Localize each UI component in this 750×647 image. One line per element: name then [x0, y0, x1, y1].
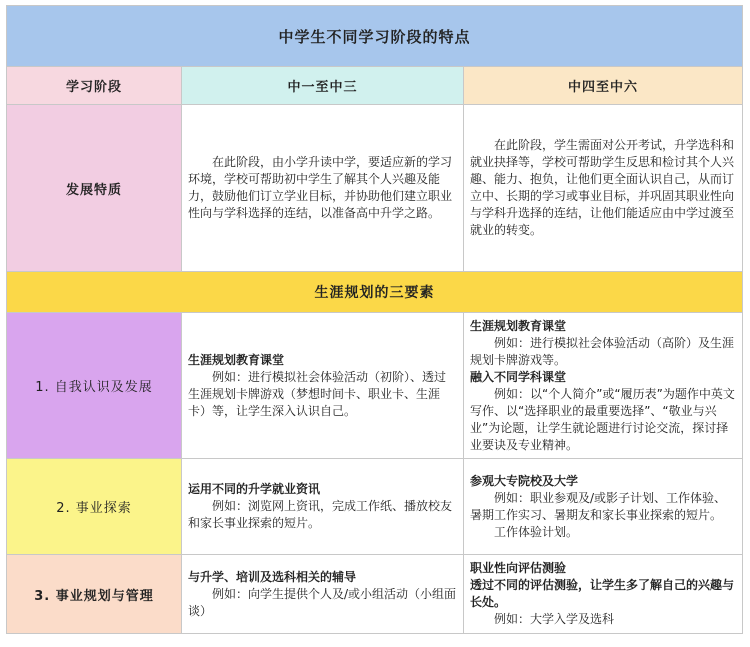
self-label: 1. 自我认识及发展 [7, 313, 182, 459]
plan-senior-title1: 职业性向评估测验 [470, 561, 567, 575]
explore-senior [464, 459, 743, 555]
plan-junior [182, 555, 464, 634]
stages-table [6, 5, 743, 634]
development-junior [182, 105, 464, 272]
explore-senior-title: 参观大专院校及大学 [470, 473, 579, 488]
plan-senior-text: 例如：大学入学及选科 [494, 612, 615, 626]
explore-senior-extra: 工作体验计划。 [494, 524, 579, 539]
explore-senior-text: 例如：职业参观及/或影子计划、工作体验、暑期工作实习、暑期友和家长事业探索的短片。 [470, 490, 727, 522]
development-senior-text: 在此阶段，学生需面对公开考试，升学选科和就业抉择等，学校可帮助学生反思和检讨其个人兴趣、能力、抱负，让他们更全面认识自己，从而订立中、长期的学习或事业目标，并巩固其职业性向与学科升选择的连结，让他们能适应由中学过渡至就业的转变。 [470, 138, 735, 237]
self-senior-text2: 例如：以“个人简介”或“履历表”为题作中英文写作、以“选择职业的最重要选择”、“敬业与兴业”为论题，让学生就论题进行讨论交流，探讨择业要诀及专业精神。 [470, 386, 735, 452]
header-junior: 中一至中三 [182, 67, 464, 105]
explore-label: 2. 事业探索 [7, 459, 182, 555]
self-senior [464, 313, 743, 459]
table-title: 中学生不同学习阶段的特点 [7, 6, 743, 67]
plan-senior-title2: 透过不同的评估测验，让学生多了解自己的兴趣与长处。 [470, 578, 735, 609]
header-stage: 学习阶段 [7, 67, 182, 105]
development-junior-text: 在此阶段，由小学升读中学，要适应新的学习环境，学校可帮助初中学生了解其个人兴趣及能力，鼓励他们订立学业目标，并协助他们建立职业性向与学科选择的连结，以准备高中升学之路。 [188, 155, 453, 220]
title-row [7, 6, 743, 67]
explore-junior-title: 运用不同的升学就业资讯 [188, 482, 321, 496]
self-senior-text1: 例如：进行模拟社会体验活动（高阶）及生涯规划卡牌游戏等。 [470, 335, 735, 367]
self-junior [182, 313, 464, 459]
section-row [7, 272, 743, 313]
plan-junior-title: 与升学、培训及选科相关的辅导 [188, 569, 357, 584]
self-senior-title2: 融入不同学科课堂 [470, 369, 567, 384]
explore-junior [182, 459, 464, 555]
development-label: 发展特质 [7, 105, 182, 272]
self-row [7, 313, 743, 459]
header-senior: 中四至中六 [464, 67, 743, 105]
header-row [7, 67, 743, 105]
explore-junior-text: 例如：浏览网上资讯，完成工作纸、播放校友和家长事业探索的短片。 [188, 499, 453, 530]
plan-label: 3. 事业规划与管理 [7, 555, 182, 634]
plan-junior-text: 例如：向学生提供个人及/或小组活动（小组面谈） [188, 586, 457, 618]
development-row [7, 105, 743, 272]
development-senior [464, 105, 743, 272]
self-junior-title: 生涯规划教育课堂 [188, 352, 285, 367]
self-junior-text: 例如：进行模拟社会体验活动（初阶）、透过生涯规划卡牌游戏（梦想时间卡、职业卡、生涯卡）等，让学生深入认识自己。 [188, 369, 447, 418]
plan-senior [464, 555, 743, 634]
section-title: 生涯规划的三要素 [7, 272, 743, 313]
self-senior-title1: 生涯规划教育课堂 [470, 318, 567, 333]
plan-row [7, 555, 743, 634]
explore-row [7, 459, 743, 555]
